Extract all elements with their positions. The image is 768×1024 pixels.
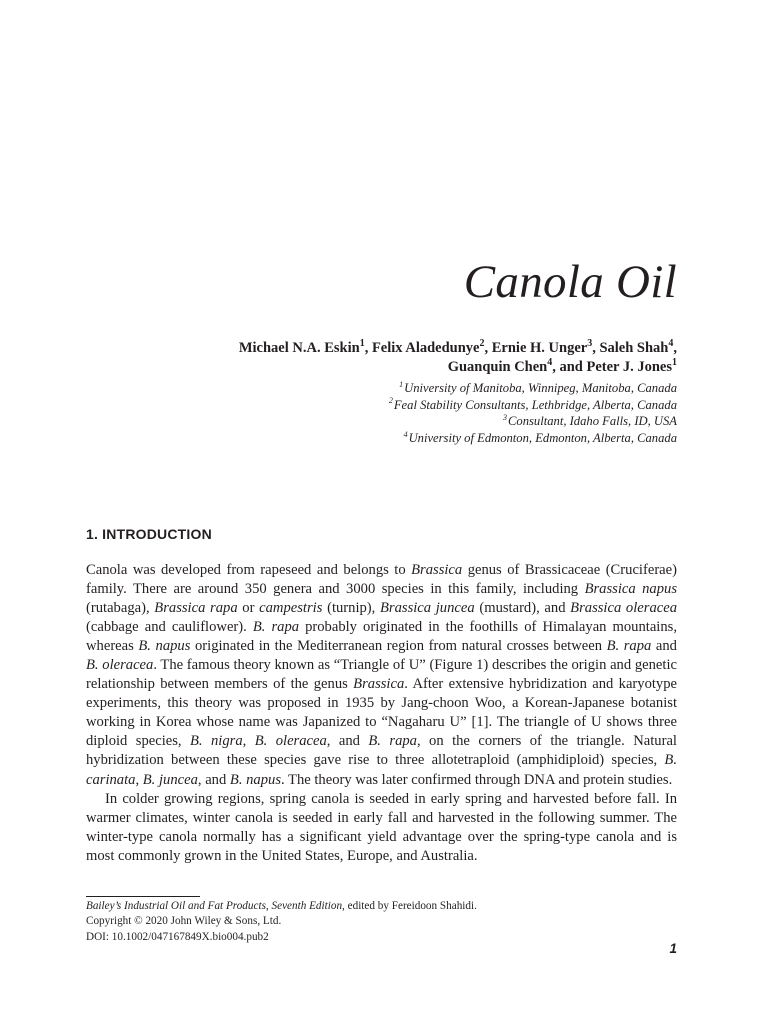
author-affiliation-mark: 1 bbox=[359, 338, 365, 350]
article-title: Canola Oil bbox=[463, 256, 677, 308]
author-name: Peter J. Jones bbox=[586, 359, 672, 375]
author-name: Felix Aladedunye bbox=[371, 340, 480, 356]
affiliation-number: 1 bbox=[399, 379, 404, 389]
species-name: Brassica bbox=[411, 562, 463, 578]
author-name: Michael N.A. Eskin bbox=[238, 340, 360, 356]
species-name: B. napus bbox=[138, 638, 191, 655]
species-name: B. nigra bbox=[190, 733, 243, 750]
citation-separator: , bbox=[265, 900, 272, 912]
species-name: B. rapa bbox=[606, 638, 652, 655]
book-editor: , edited by Fereidoon Shahidi. bbox=[342, 900, 477, 912]
species-name: Brassica napus bbox=[584, 581, 677, 598]
author-affiliation-mark: 3 bbox=[587, 338, 593, 350]
affiliation bbox=[117, 413, 677, 430]
species-name: Brassica rapa bbox=[154, 600, 238, 617]
section-heading: 1. INTRODUCTION bbox=[86, 526, 212, 542]
affiliation-list bbox=[117, 380, 677, 446]
page-number: 1 bbox=[669, 941, 677, 956]
species-name: Brassica oleracea bbox=[570, 600, 677, 617]
species-name: B. oleracea bbox=[86, 657, 154, 674]
species-name: B. oleracea bbox=[254, 733, 327, 750]
affiliation-number: 2 bbox=[388, 396, 393, 406]
species-name: B. napus bbox=[229, 771, 281, 788]
footnote-rule bbox=[86, 896, 200, 897]
affiliation-text: University of Edmonton, Edmonton, Alberta, Canada bbox=[408, 430, 677, 445]
author-name: Saleh Shah bbox=[599, 340, 669, 356]
affiliation-text: Feal Stability Consultants, Lethbridge, Alberta, Canada bbox=[393, 397, 677, 412]
species-name: B. rapa bbox=[252, 619, 300, 636]
section-body bbox=[86, 561, 677, 866]
footnote bbox=[86, 899, 477, 945]
author-affiliation-mark: 1 bbox=[672, 357, 677, 369]
body-paragraph: In colder growing regions, spring canola is seeded in early spring and harvested before fall. In warmer climates, winter canola is seeded in early fall and harvested in the following summer. The winter-type canola normally has a significant yield advantage over the spring-type canola and is most commonly grown in the United States, Europe, and Australia. bbox=[86, 790, 677, 864]
affiliation bbox=[117, 430, 677, 447]
species-name: Brassica juncea bbox=[380, 600, 475, 617]
document-page bbox=[86, 0, 677, 1024]
body-paragraph: Canola was developed from rapeseed and belongs to Brassica genus of Brassicaceae (Cruciferae) family. There are around 350 genera and 3000 species in this family, including Brassica napus (rutabaga), Brassica rapa or campestris (turnip), Brassica juncea (mustard), and Brassica oleracea (cabbage and cauliflower). B. rapa probably originated in the foothills of Himalayan mountains, whereas B. napus originated in the Mediterranean region from natural crosses between B. rapa and B. oleracea. The famous theory known as “Triangle of U” (Figure 1) describes the origin and genetic relationship between members of the genus Brassica. After extensive hybridization and karyotype experiments, this theory was proposed in 1935 by Jang-choon Woo, a Korean-Japanese botanist working in Korea whose name was Japanized to “Nagaharu U” [1]. The triangle of U shows three diploid species, B. nigra, B. oleracea, and B. rapa, on the corners of the triangle. Natural hybridization between these species gave rise to three allotetraploid (amphidiploid) species, B. carinata, B. juncea, and B. napus. The theory was later confirmed through DNA and protein studies. bbox=[86, 562, 677, 788]
author-line-2: Guanquin Chen$^4$, and Peter J. Jones$^1$ bbox=[447, 357, 677, 375]
footnote-doi: DOI: 10.1002/047167849X.bio004.pub2 bbox=[86, 930, 269, 943]
affiliation-text: Consultant, Idaho Falls, ID, USA bbox=[508, 414, 677, 429]
author-affiliation-mark: 2 bbox=[479, 338, 485, 350]
book-edition: Seventh Edition bbox=[271, 900, 343, 912]
affiliation bbox=[117, 380, 677, 397]
author-name: Ernie H. Unger bbox=[491, 340, 588, 356]
species-name: B. rapa bbox=[368, 733, 417, 750]
author-list bbox=[117, 339, 677, 377]
species-name: B. carinata bbox=[86, 752, 677, 788]
author-line-1: Michael N.A. Eskin$^1$, Felix Aladedunye$^2$, Ernie H. Unger$^3$, Saleh Shah$^4$, bbox=[238, 338, 677, 356]
author-name: Guanquin Chen bbox=[447, 359, 548, 375]
affiliation bbox=[117, 397, 677, 414]
species-name: B. juncea bbox=[142, 771, 198, 788]
affiliation-number: 4 bbox=[403, 429, 408, 439]
footnote-copyright: Copyright © 2020 John Wiley & Sons, Ltd. bbox=[86, 915, 282, 928]
species-name: campestris bbox=[259, 600, 323, 617]
species-name: Brassica bbox=[353, 676, 405, 693]
author-affiliation-mark: 4 bbox=[547, 357, 553, 369]
book-title: Bailey’s Industrial Oil and Fat Products bbox=[86, 900, 266, 912]
author-affiliation-mark: 4 bbox=[668, 338, 674, 350]
affiliation-number: 3 bbox=[503, 413, 508, 422]
footnote-citation bbox=[86, 899, 477, 914]
affiliation-text: University of Manitoba, Winnipeg, Manitoba, Canada bbox=[404, 381, 677, 395]
